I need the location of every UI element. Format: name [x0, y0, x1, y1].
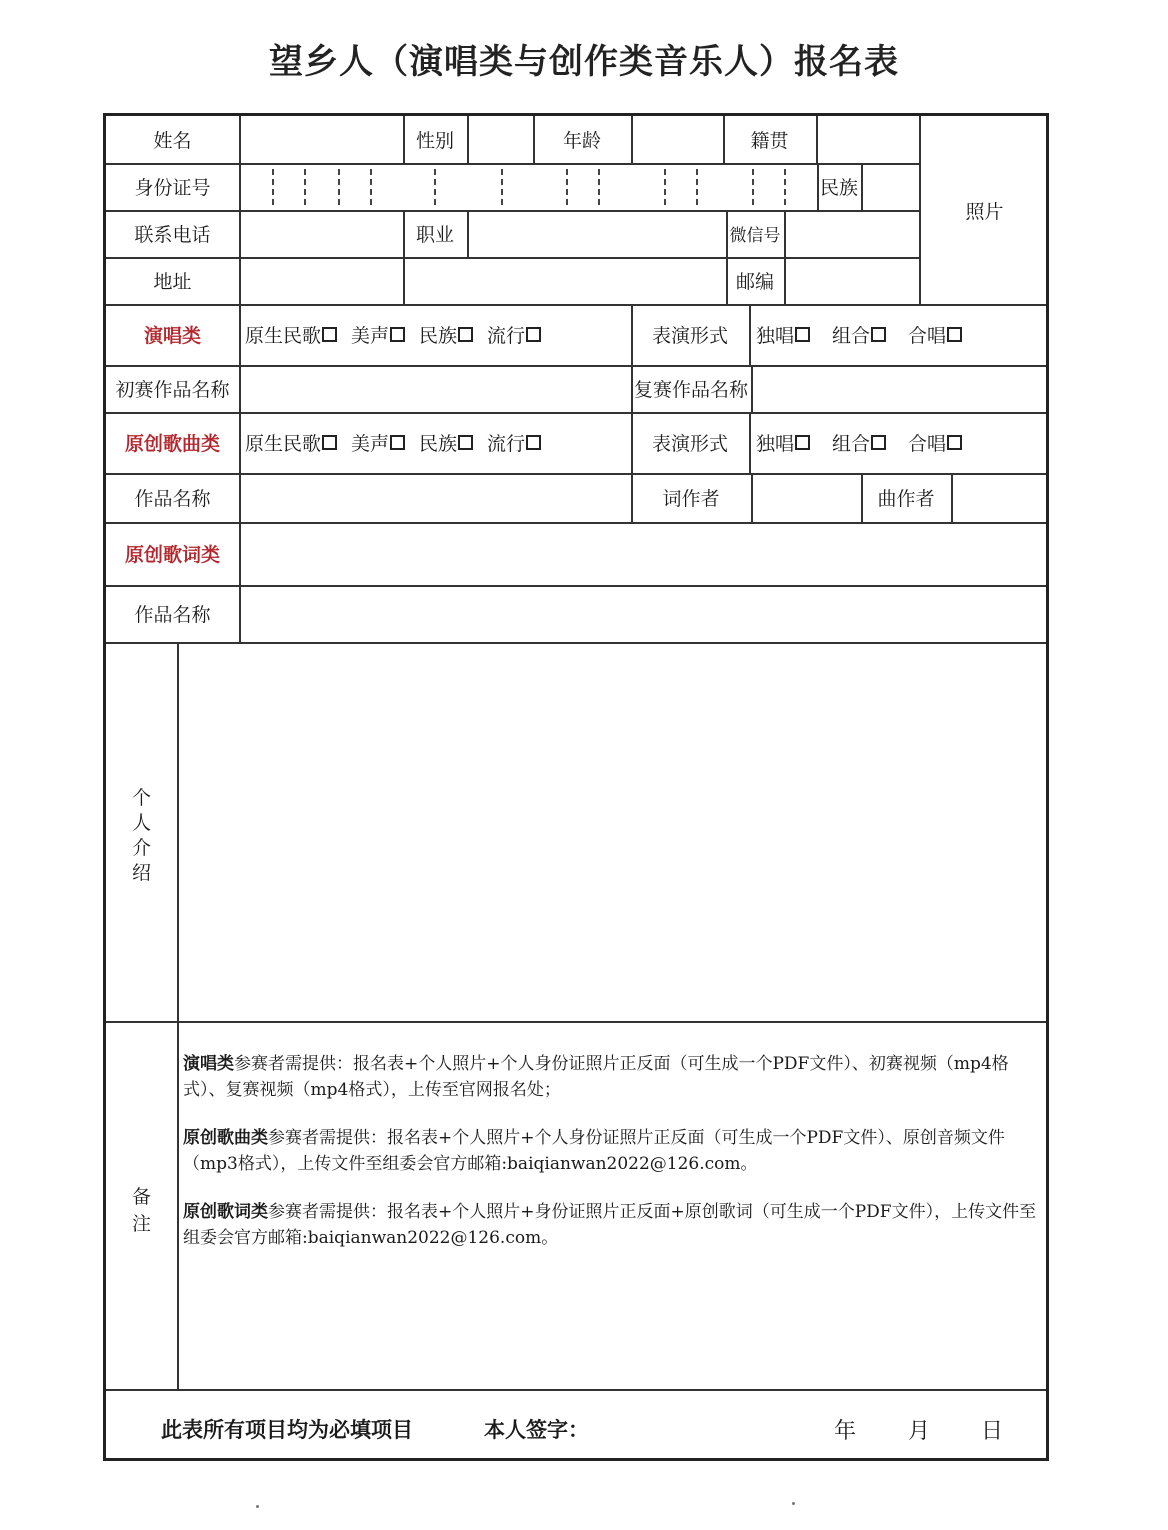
checkbox[interactable]	[795, 435, 810, 450]
origin-label: 籍贯	[750, 130, 789, 152]
original-song-style-option[interactable]: 民族	[419, 429, 473, 456]
note-paragraph: 原创歌曲类参赛者需提供：报名表+个人照片+个人身份证照片正反面（可生成一个PDF文件）、原创音频文件（mp3格式），上传文件至组委会官方邮箱:baiqianwan2022@126.com。	[183, 1128, 1005, 1174]
note-paragraph: 原创歌词类参赛者需提供：报名表+个人照片+身份证照片正反面+原创歌词（可生成一个PDF文件），上传文件至组委会官方邮箱:baiqianwan2022@126.com。	[183, 1202, 1037, 1248]
checkbox[interactable]	[795, 327, 810, 342]
postcode-field[interactable]	[786, 257, 919, 304]
original-song-style-options	[245, 412, 555, 473]
id-number-field[interactable]	[241, 163, 817, 210]
original-lyrics-category-label: 原创歌词类	[124, 544, 220, 566]
checkbox[interactable]	[390, 435, 405, 450]
age-label: 年龄	[562, 130, 601, 152]
scan-speck	[792, 1502, 795, 1505]
original-song-style-option[interactable]: 原生民歌	[245, 429, 337, 456]
semifinal-work-field[interactable]	[753, 365, 1046, 412]
date-day-label: 日	[981, 1419, 1004, 1444]
singing-performance-label: 表演形式	[651, 325, 728, 347]
composer-field[interactable]	[953, 473, 1046, 522]
checkbox[interactable]	[526, 435, 541, 450]
checkbox[interactable]	[390, 327, 405, 342]
signature-label: 本人签字：	[484, 1418, 589, 1442]
original-song-form-option[interactable]: 组合	[832, 429, 886, 456]
wechat-label: 微信号	[729, 226, 781, 246]
origin-field[interactable]	[818, 116, 919, 163]
singing-style-option[interactable]: 流行	[487, 321, 541, 348]
lyricist-label: 词作者	[662, 488, 720, 510]
semifinal-work-label: 复赛作品名称	[633, 379, 748, 401]
form-title: 望乡人（演唱类与创作类音乐人）报名表	[269, 42, 899, 82]
singing-form-option[interactable]: 独唱	[756, 321, 810, 348]
ethnicity-field[interactable]	[863, 163, 919, 210]
original-song-category-label: 原创歌曲类	[124, 433, 220, 455]
lyricist-field[interactable]	[753, 473, 861, 522]
preliminary-work-field[interactable]	[241, 365, 631, 412]
checkbox[interactable]	[458, 435, 473, 450]
checkbox[interactable]	[871, 435, 886, 450]
original-song-performance-label: 表演形式	[651, 433, 728, 455]
composer-label: 曲作者	[877, 488, 935, 510]
phone-field[interactable]	[241, 210, 403, 257]
singing-style-option[interactable]: 民族	[419, 321, 473, 348]
song-work-name-field[interactable]	[241, 473, 631, 522]
remarks-label: 备 注	[131, 1186, 151, 1235]
address-label: 地址	[153, 271, 192, 293]
scan-speck	[256, 1505, 259, 1508]
ethnicity-label: 民族	[819, 177, 858, 199]
checkbox[interactable]	[322, 435, 337, 450]
checkbox[interactable]	[871, 327, 886, 342]
signature-field[interactable]	[596, 1401, 816, 1451]
bio-field[interactable]	[179, 642, 1046, 1021]
original-song-style-option[interactable]: 美声	[351, 429, 405, 456]
bio-label: 个 人 介 绍	[131, 787, 151, 884]
postcode-label: 邮编	[735, 271, 774, 293]
checkbox[interactable]	[526, 327, 541, 342]
age-field[interactable]	[633, 116, 723, 163]
wechat-field[interactable]	[786, 210, 919, 257]
date-month-label: 月	[908, 1419, 931, 1444]
checkbox[interactable]	[458, 327, 473, 342]
original-song-form-option[interactable]: 合唱	[908, 429, 962, 456]
date-year-label: 年	[834, 1419, 857, 1444]
singing-style-option[interactable]: 原生民歌	[245, 321, 337, 348]
registration-form	[103, 113, 1049, 1461]
name-field[interactable]	[241, 116, 403, 163]
job-field[interactable]	[469, 210, 726, 257]
original-song-form-options	[756, 412, 962, 473]
singing-form-option[interactable]: 组合	[832, 321, 886, 348]
preliminary-work-label: 初赛作品名称	[115, 379, 230, 401]
original-lyrics-field[interactable]	[241, 522, 1046, 585]
id-number-label: 身份证号	[134, 177, 211, 199]
checkbox[interactable]	[947, 435, 962, 450]
song-work-name-label: 作品名称	[134, 488, 211, 510]
lyrics-work-name-field[interactable]	[241, 585, 1046, 642]
gender-label: 性别	[415, 130, 454, 152]
photo-box[interactable]	[921, 116, 1048, 304]
address-field[interactable]	[241, 257, 726, 304]
original-song-form-option[interactable]: 独唱	[756, 429, 810, 456]
required-note: 此表所有项目均为必填项目	[161, 1418, 413, 1442]
remarks-notes	[183, 1051, 1043, 1273]
original-song-style-option[interactable]: 流行	[487, 429, 541, 456]
checkbox[interactable]	[947, 327, 962, 342]
lyrics-work-name-label: 作品名称	[134, 604, 211, 626]
singing-form-options	[756, 304, 962, 365]
singing-style-options	[245, 304, 555, 365]
job-label: 职业	[415, 224, 454, 246]
gender-field[interactable]	[469, 116, 533, 163]
singing-form-option[interactable]: 合唱	[908, 321, 962, 348]
singing-style-option[interactable]: 美声	[351, 321, 405, 348]
checkbox[interactable]	[322, 327, 337, 342]
singing-category-label: 演唱类	[143, 325, 201, 347]
note-paragraph: 演唱类参赛者需提供：报名表+个人照片+个人身份证照片正反面（可生成一个PDF文件）、初赛视频（mp4格式）、复赛视频（mp4格式），上传至官网报名处；	[183, 1054, 1009, 1100]
photo-label: 照片	[965, 200, 1004, 223]
name-label: 姓名	[153, 130, 192, 152]
phone-label: 联系电话	[134, 224, 211, 246]
